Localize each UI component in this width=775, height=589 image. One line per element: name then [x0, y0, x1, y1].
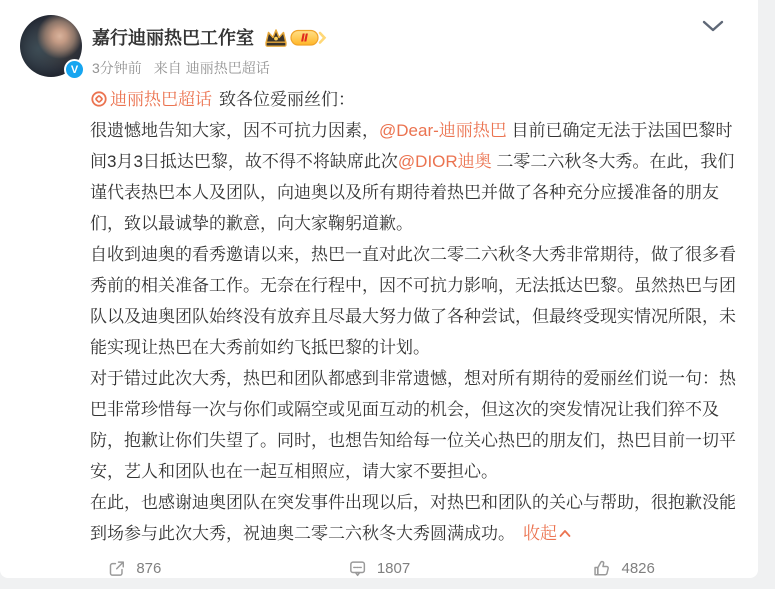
paragraph-1 [90, 115, 741, 239]
repost-button[interactable] [12, 559, 257, 578]
comment-icon [348, 559, 367, 578]
content-line-greeting [90, 84, 741, 115]
collapse-label: 收起 [523, 524, 557, 543]
supertopic-link-label: 迪丽热巴超话 [110, 90, 212, 109]
comment-count: 1807 [376, 560, 411, 577]
vip-crown-badge-icon[interactable] [263, 26, 327, 49]
user-name[interactable]: 嘉行迪丽热巴工作室 [92, 28, 254, 48]
p1-text-1: 很遗憾地告知大家，因不可抗力因素， [90, 121, 379, 140]
mention-link-dior[interactable]: @DIOR迪奥 [397, 152, 492, 171]
greeting-text: 致各位爱丽丝们： [219, 90, 355, 109]
like-button[interactable] [501, 559, 746, 578]
p4-text: 在此，也感谢迪奥团队在突发事件出现以后，对热巴和团队的关心与帮助，很抱歉没能到场参与此次大秀，祝迪奥二零二六秋冬大秀圆满成功。 [90, 493, 736, 543]
paragraph-2: 自收到迪奥的看秀邀请以来，热巴一直对此次二零二六秋冬大秀非常期待，做了很多看秀前的相关准备工作。无奈在行程中，因不可抗力影响，无法抵达巴黎。虽然热巴与团队以及迪奥团队始终没有放弃且尽最大努力做了各种尝试，但最终受现实情况所限，未能实现让热巴在大秀前如约飞抵巴黎的计划。 [90, 245, 736, 357]
timestamp: 3分钟前 [92, 60, 142, 76]
like-icon [592, 559, 611, 578]
post-header [0, 0, 758, 80]
post-content [90, 84, 741, 549]
supertopic-link[interactable] [90, 90, 212, 109]
verified-v-icon: V [64, 59, 85, 80]
paragraph-4 [90, 487, 741, 549]
collapse-post-link[interactable] [523, 524, 571, 543]
vip-level-text: Ⅱ [300, 32, 309, 45]
comment-button[interactable] [257, 559, 502, 578]
source-link[interactable]: 迪丽热巴超话 [185, 60, 270, 76]
p1-text-2: 目前已确定无法于法国巴黎时间3月3日抵达巴黎，故不得不将缺席此次 [90, 121, 733, 171]
paragraph-3: 对于错过此次大秀，热巴和团队都感到非常遗憾，想对所有期待的爱丽丝们说一句：热巴非常珍惜每一次与你们或隔空或见面互动的机会，但这次的突发情况让我们猝不及防，抱歉让你们失望了。同时，也想告知给每一位关心热巴的朋友们，热巴目前一切平安，艺人和团队也在一起互相照应，请大家不要担心。 [90, 369, 736, 481]
source-prefix: 来自 [153, 60, 182, 76]
mention-link-dear-dilraba[interactable]: @Dear-迪丽热巴 [379, 121, 507, 140]
chevron-up-icon [559, 529, 571, 538]
action-bar [12, 551, 746, 586]
repost-count: 876 [136, 560, 162, 577]
post-meta [92, 58, 738, 78]
like-count: 4826 [621, 560, 655, 577]
share-icon [107, 559, 126, 578]
chevron-down-icon[interactable] [701, 18, 725, 34]
p1-text-3: 二零二六秋冬大秀。在此，我们谨代表热巴本人及团队，向迪奥以及所有期待着热巴并做了各种充分应援准备的朋友们，致以最诚挚的歉意，向大家鞠躬道歉。 [90, 152, 735, 233]
supertopic-icon [90, 90, 108, 108]
avatar[interactable] [20, 15, 82, 77]
